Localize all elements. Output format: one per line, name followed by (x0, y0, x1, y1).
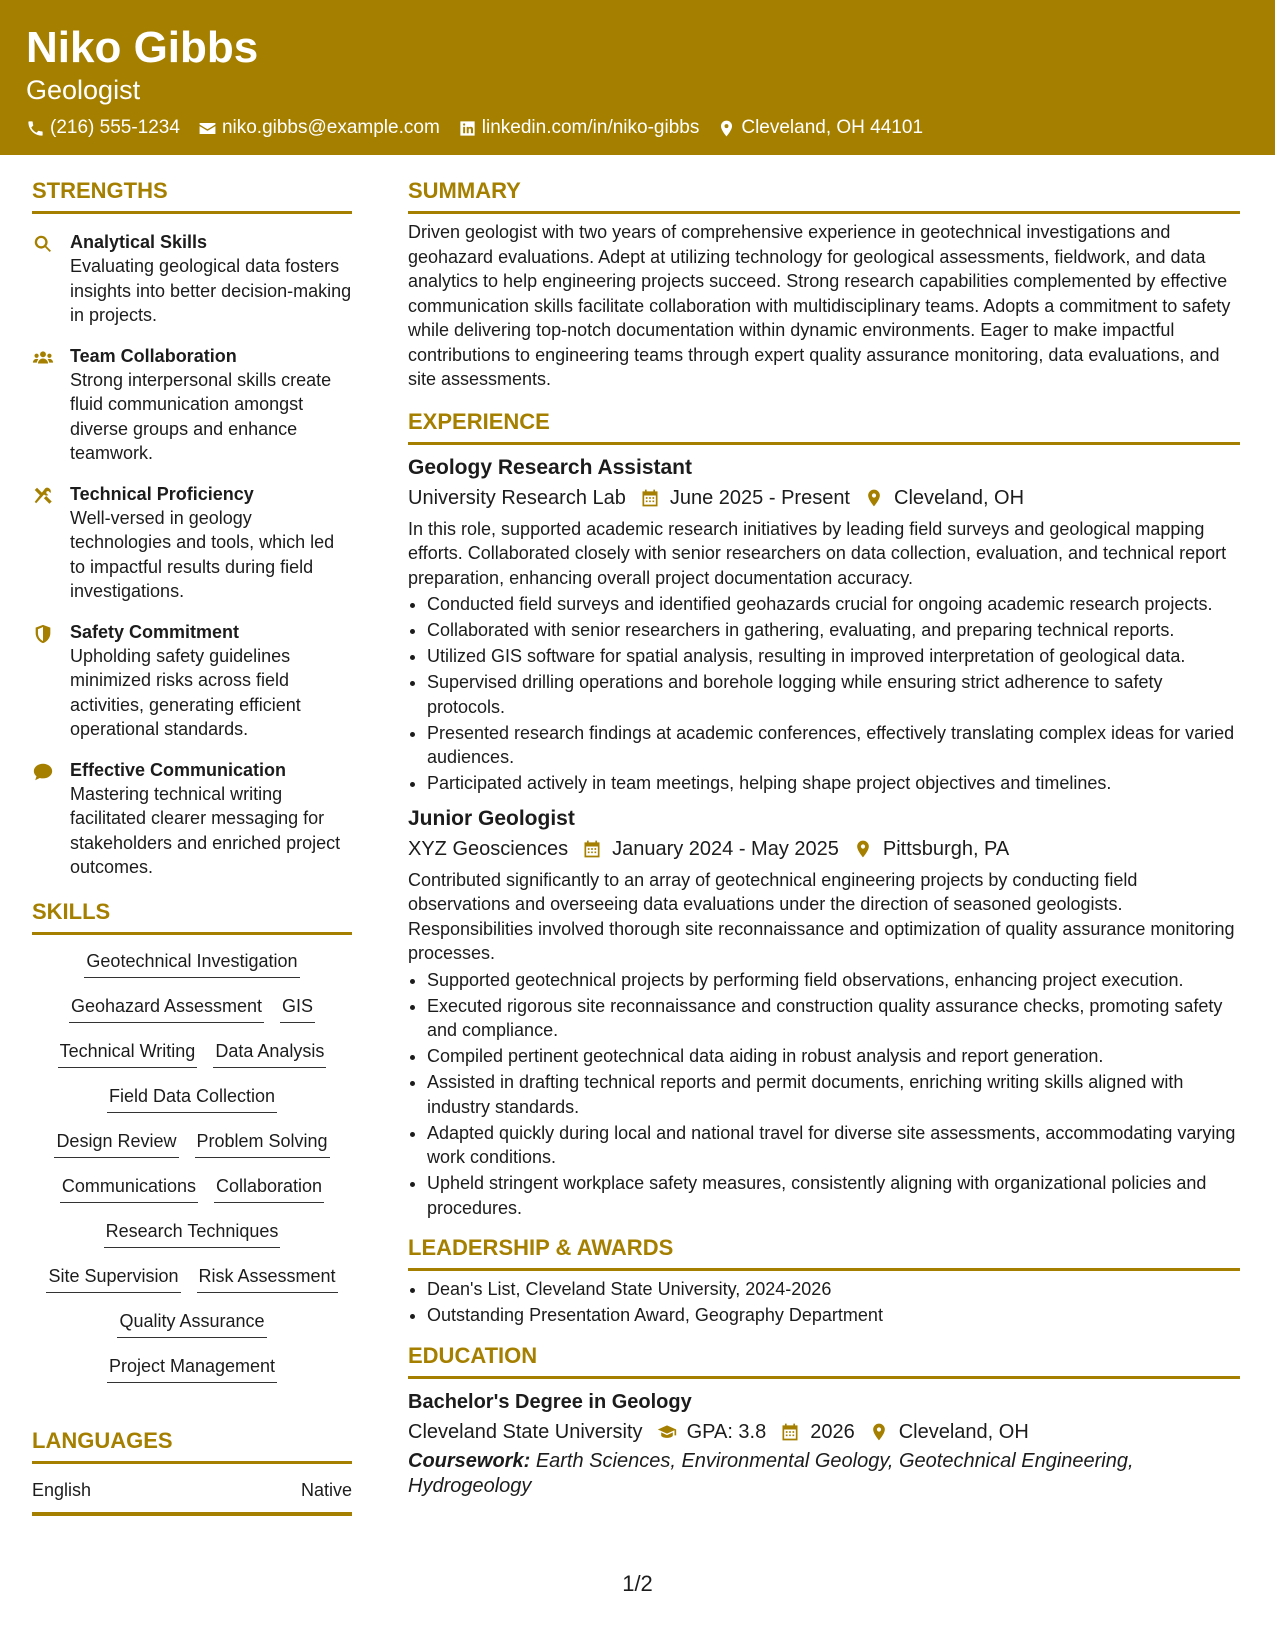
coursework-label: Coursework: (408, 1449, 531, 1472)
award-item: • Outstanding Presentation Award, Geography Department (427, 1303, 1240, 1328)
location-text: Cleveland, OH 44101 (741, 117, 924, 138)
strength-description: Mastering technical writing facilitated clearer messaging for stakeholders and enriched project outcomes. (70, 783, 341, 877)
strength-title: Team Collaboration (70, 345, 237, 366)
strength-title: Safety Commitment (70, 621, 240, 642)
strength-title: Analytical Skills (70, 232, 208, 252)
skill-tag: Site Supervision (46, 1264, 180, 1293)
education-meta (408, 1417, 1240, 1447)
strength-item (32, 758, 352, 880)
job-bullet: • Supported geotechnical projects by performing field observations, enhancing project execution. (427, 968, 1240, 993)
candidate-name: Niko Gibbs (26, 23, 259, 72)
education-section (408, 1340, 1240, 1499)
languages-heading: LANGUAGES (32, 1427, 173, 1453)
gpa-text: GPA: 3.8 (686, 1420, 767, 1443)
phone-icon (26, 119, 45, 138)
job-title: Junior Geologist (408, 806, 575, 830)
email-text: niko.gibbs@example.com (221, 117, 440, 138)
job-description: In this role, supported academic research initiatives by leading field surveys and geological mapping efforts. Collaborated closely with senior researchers on data collection, evaluation, and technical report preparation, enhancing overall project documentation accuracy. (408, 518, 1227, 588)
job-bullet: • Upheld stringent workplace safety measures, consistently aligning with organizational policies and procedures. (427, 1171, 1240, 1220)
job-bullets (408, 968, 1240, 1221)
job-entry (408, 453, 1240, 796)
job-dates: June 2025 - Present (669, 486, 850, 509)
section-divider (408, 1376, 1240, 1379)
calendar-icon (780, 1422, 800, 1442)
section-divider (408, 442, 1240, 445)
section-divider (408, 211, 1240, 214)
job-bullet: • Compiled pertinent geotechnical data aiding in robust analysis and report generation. (427, 1044, 1240, 1069)
contact-bar (26, 115, 941, 141)
job-bullet: • Supervised drilling operations and borehole logging while ensuring strict adherence to safety protocols. (427, 670, 1240, 719)
job-bullet: • Adapted quickly during local and national travel for diverse site assessments, accommodating varying work conditions. (427, 1121, 1240, 1170)
skill-tag: Collaboration (214, 1174, 324, 1203)
skill-tag: Geohazard Assessment (69, 994, 264, 1023)
job-bullets (408, 592, 1240, 796)
job-title: Geology Research Assistant (408, 455, 692, 479)
contact-email[interactable] (198, 115, 440, 141)
job-bullet: • Participated actively in team meetings, helping shape project objectives and timelines. (427, 771, 1240, 796)
skill-tag: Technical Writing (58, 1039, 198, 1068)
experience-section (408, 406, 1240, 1221)
magnifier-icon (32, 233, 54, 255)
strength-item (32, 482, 352, 604)
speech-bubble-icon (32, 761, 54, 783)
job-bullet: • Executed rigorous site reconnaissance and construction quality assurance checks, promoting safety and compliance. (427, 994, 1240, 1043)
skill-tag: Quality Assurance (117, 1309, 266, 1338)
skill-tag: Geotechnical Investigation (84, 949, 299, 978)
strength-item (32, 620, 352, 742)
strength-title: Technical Proficiency (70, 483, 254, 504)
shield-icon (32, 623, 54, 645)
strength-item (32, 230, 352, 328)
leadership-section (408, 1232, 1240, 1328)
job-description: Contributed significantly to an array of geotechnical engineering projects by conducting field observations and overseeing data evaluations under the direction of seasoned geologists. Responsibilities involved thorough site reconnaissance and optimization of quality assurance monitoring processes. (408, 869, 1235, 963)
award-item: • Dean's List, Cleveland State University, 2024-2026 (427, 1277, 1240, 1302)
summary-heading: SUMMARY (408, 178, 521, 203)
job-bullet: • Conducted field surveys and identified geohazards crucial for ongoing academic research projects. (427, 592, 1240, 617)
job-company: XYZ Geosciences (408, 837, 569, 860)
tools-icon (32, 485, 54, 507)
skill-tag: Design Review (54, 1129, 178, 1158)
skills-section (32, 896, 352, 1393)
skill-tag: GIS (280, 994, 315, 1023)
degree-title: Bachelor's Degree in Geology (408, 1390, 692, 1413)
job-bullet: • Collaborated with senior researchers in gathering, evaluating, and preparing technical reports. (427, 618, 1240, 643)
strength-description: Evaluating geological data fosters insights into better decision-making in projects. (70, 256, 352, 325)
resume-header (0, 0, 1275, 155)
map-pin-icon (869, 1422, 889, 1442)
coursework (408, 1449, 1240, 1499)
skills-heading: SKILLS (32, 898, 111, 924)
strength-item (32, 344, 352, 466)
map-pin-icon (864, 488, 884, 508)
skill-tag: Problem Solving (195, 1129, 330, 1158)
strength-description: Strong interpersonal skills create fluid communication amongst diverse groups and enhance teamwork. (70, 369, 332, 463)
envelope-icon (198, 119, 217, 138)
map-pin-icon (853, 839, 873, 859)
linkedin-text: linkedin.com/in/niko-gibbs (481, 117, 700, 138)
leadership-heading: LEADERSHIP & AWARDS (408, 1235, 674, 1260)
strength-description: Upholding safety guidelines minimized risks across field activities, generating efficient operational standards. (70, 645, 301, 739)
summary-section (408, 175, 1240, 392)
education-heading: EDUCATION (408, 1342, 538, 1368)
page-indicator: 1/2 (622, 1571, 653, 1596)
strength-description: Well-versed in geology technologies and tools, which led to impactful results during field investigations. (70, 507, 335, 601)
candidate-title: Geologist (26, 75, 141, 105)
school-name: Cleveland State University (408, 1420, 643, 1443)
strengths-section (32, 175, 352, 880)
skill-tag: Data Analysis (213, 1039, 326, 1068)
skill-tag: Project Management (107, 1354, 277, 1383)
map-pin-icon (717, 119, 736, 138)
contact-location (717, 115, 923, 141)
language-name: English (32, 1479, 92, 1500)
job-bullet: • Presented research findings at academic conferences, effectively translating complex ideas for varied audiences. (427, 721, 1240, 770)
calendar-icon (640, 488, 660, 508)
skill-tag: Field Data Collection (107, 1084, 277, 1113)
users-icon (32, 347, 54, 369)
language-item (32, 1478, 352, 1502)
graduation-cap-icon (657, 1422, 677, 1442)
phone-text: (216) 555-1234 (50, 117, 180, 138)
job-meta (408, 483, 1240, 513)
summary-text: Driven geologist with two years of comprehensive experience in geotechnical investigations and geohazard evaluations. Adept at utilizing technology for geological assessments, fieldwork, and data analytics to help engineering projects succeed. Strong research capabilities complemented by effective communication skills facilitate collaboration with multidisciplinary teams. Adopts a commitment to safety while delivering top-notch documentation within dynamic environments. Eager to make impactful contributions to engineering teams through expert quality assurance monitoring, data evaluations, and site assessments. (408, 222, 1231, 389)
section-divider (32, 211, 352, 214)
linkedin-icon (458, 119, 477, 138)
job-bullet: • Assisted in drafting technical reports and permit documents, enriching writing skills aligned with industry standards. (427, 1070, 1240, 1119)
section-divider (32, 1461, 352, 1464)
languages-section (32, 1425, 352, 1516)
skills-list (32, 943, 352, 1393)
section-divider (408, 1268, 1240, 1271)
strengths-heading: STRENGTHS (32, 178, 168, 203)
left-column (32, 175, 352, 1516)
job-meta (408, 834, 1240, 864)
language-level: Native (300, 1479, 352, 1500)
skill-tag: Research Techniques (104, 1219, 281, 1248)
graduation-year: 2026 (810, 1420, 855, 1443)
contact-phone[interactable] (26, 115, 180, 141)
language-level-bar (32, 1512, 352, 1516)
section-divider (32, 932, 352, 935)
strength-title: Effective Communication (70, 759, 287, 780)
job-dates: January 2024 - May 2025 (612, 837, 839, 860)
calendar-icon (582, 839, 602, 859)
job-bullet: • Utilized GIS software for spatial analysis, resulting in improved interpretation of geological data. (427, 644, 1240, 669)
school-location: Cleveland, OH (898, 1420, 1029, 1443)
job-entry (408, 804, 1240, 1221)
skill-tag: Communications (60, 1174, 198, 1203)
skill-tag: Risk Assessment (197, 1264, 338, 1293)
job-company: University Research Lab (408, 486, 626, 509)
coursework-list: Earth Sciences, Environmental Geology, Geotechnical Engineering, Hydrogeology (408, 1449, 1134, 1497)
job-location: Cleveland, OH (894, 486, 1025, 509)
contact-linkedin[interactable] (458, 115, 700, 141)
leadership-list (408, 1277, 1240, 1328)
right-column (408, 175, 1240, 1499)
job-location: Pittsburgh, PA (882, 837, 1010, 860)
experience-heading: EXPERIENCE (408, 408, 550, 434)
